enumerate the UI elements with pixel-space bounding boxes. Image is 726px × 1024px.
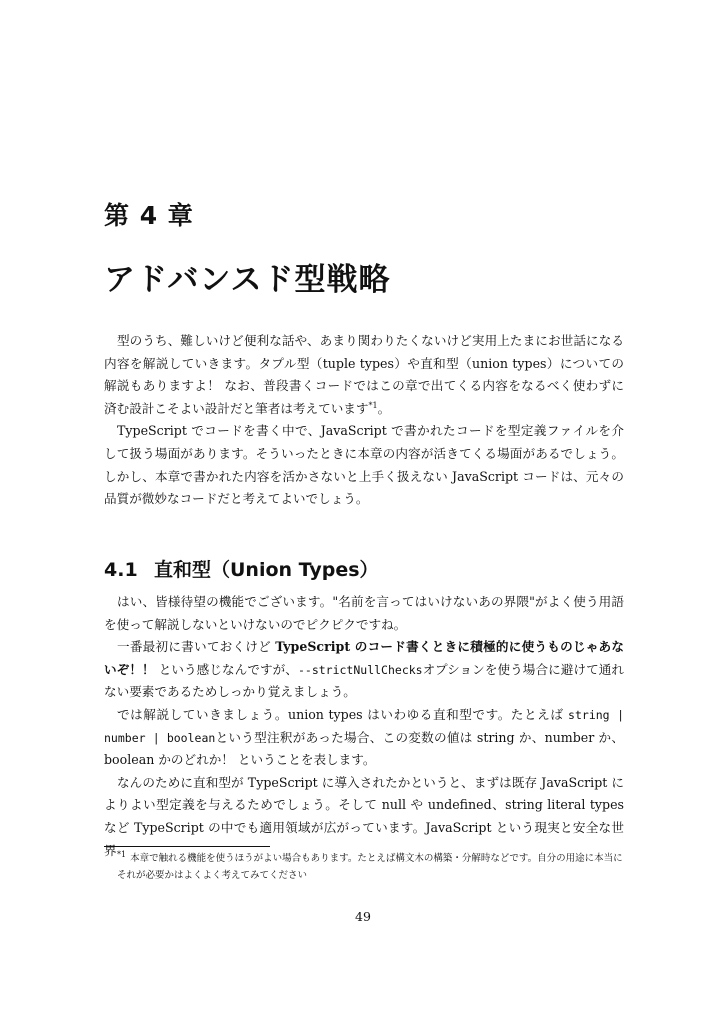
section-paragraph-1: はい、皆様待望の機能でございます。"名前を言ってはいけないあの界隈"がよく使う用語を使って解説しないといけないのでピクピクですね。 <box>104 594 624 632</box>
chapter-label: 第 4 章 <box>104 201 194 230</box>
section-paragraph-2-lead: 一番最初に書いておくけど <box>117 639 276 655</box>
intro-paragraph-1-text: 型のうち、難しいけど便利な話や、あまり関わりたくないけど実用上たまにお世話になる内容を解説していきます。タプル型（tuple types）や直和型（union types）についての解説もありますよ！ なお、普段書くコードではこの章で出てくる内容をなるべく使わずに済む設計こそよい設計だと筆者は考えています <box>104 333 624 416</box>
section-paragraph-2-mid: という感じなんですが、 <box>154 661 298 677</box>
footnote <box>117 850 623 884</box>
section-paragraph-4: なんのために直和型が TypeScript に導入されたかというと、まずは既存 JavaScript によりよい型定義を与えるためでしょう。そして null や undefined、string literal types など TypeScript の中でも適用領域が広がっています。JavaScript という現実と安全な世界 <box>104 774 624 858</box>
chapter-title: アドバンスド型戦略 <box>104 262 391 298</box>
section-text <box>104 591 624 862</box>
section-paragraph-3-lead: では解説していきましょう。union types はいわゆる直和型です。たとえば <box>117 706 569 722</box>
intro-paragraph-2: TypeScript でコードを書く中で、JavaScript で書かれたコードを型定義ファイルを介して扱う場面があります。そういったときに本章の内容が活きてくる場面があるでしょう。しかし、本章で書かれた内容を活かさないと上手く扱えない JavaScript コードは、元々の品質が微妙なコードだと考えてよいでしょう。 <box>104 423 624 507</box>
inline-code-strict-null-checks: --strictNullChecks <box>297 662 423 677</box>
inline-code-union-type: string | number | boolean <box>104 707 624 745</box>
section-paragraph-2 <box>104 636 624 704</box>
section-paragraph-3 <box>104 704 624 772</box>
page-number: 49 <box>355 909 371 924</box>
section-heading <box>104 555 379 582</box>
intro-text <box>104 330 624 511</box>
footnote-text: 本章で触れる機能を使うほうがよい場合もあります。たとえば構文木の構築・分解時などです。自分の用途に本当にそれが必要かはよくよく考えてみてください <box>117 853 623 881</box>
intro-paragraph-1 <box>104 330 624 420</box>
section-paragraph-2-end: オプションを使う場合に避けて通れない要素であるためしっかり覚えましょう。 <box>104 661 624 700</box>
section-number: 4.1 <box>104 559 138 581</box>
section-title: 直和型（Union Types） <box>154 559 379 581</box>
intro-paragraph-1-end: 。 <box>377 400 391 416</box>
footnote-divider <box>104 846 270 847</box>
footnote-mark: *1 <box>117 849 127 859</box>
section-paragraph-2-emphasis: TypeScript のコード書くときに積極的に使うものじゃあないぞ！！ <box>104 639 624 677</box>
footnote-ref: *1 <box>368 400 378 410</box>
section-paragraph-3-end: という型注釈があった場合、この変数の値は string か、number か、boolean かのどれか！ ということを表します。 <box>104 729 625 768</box>
